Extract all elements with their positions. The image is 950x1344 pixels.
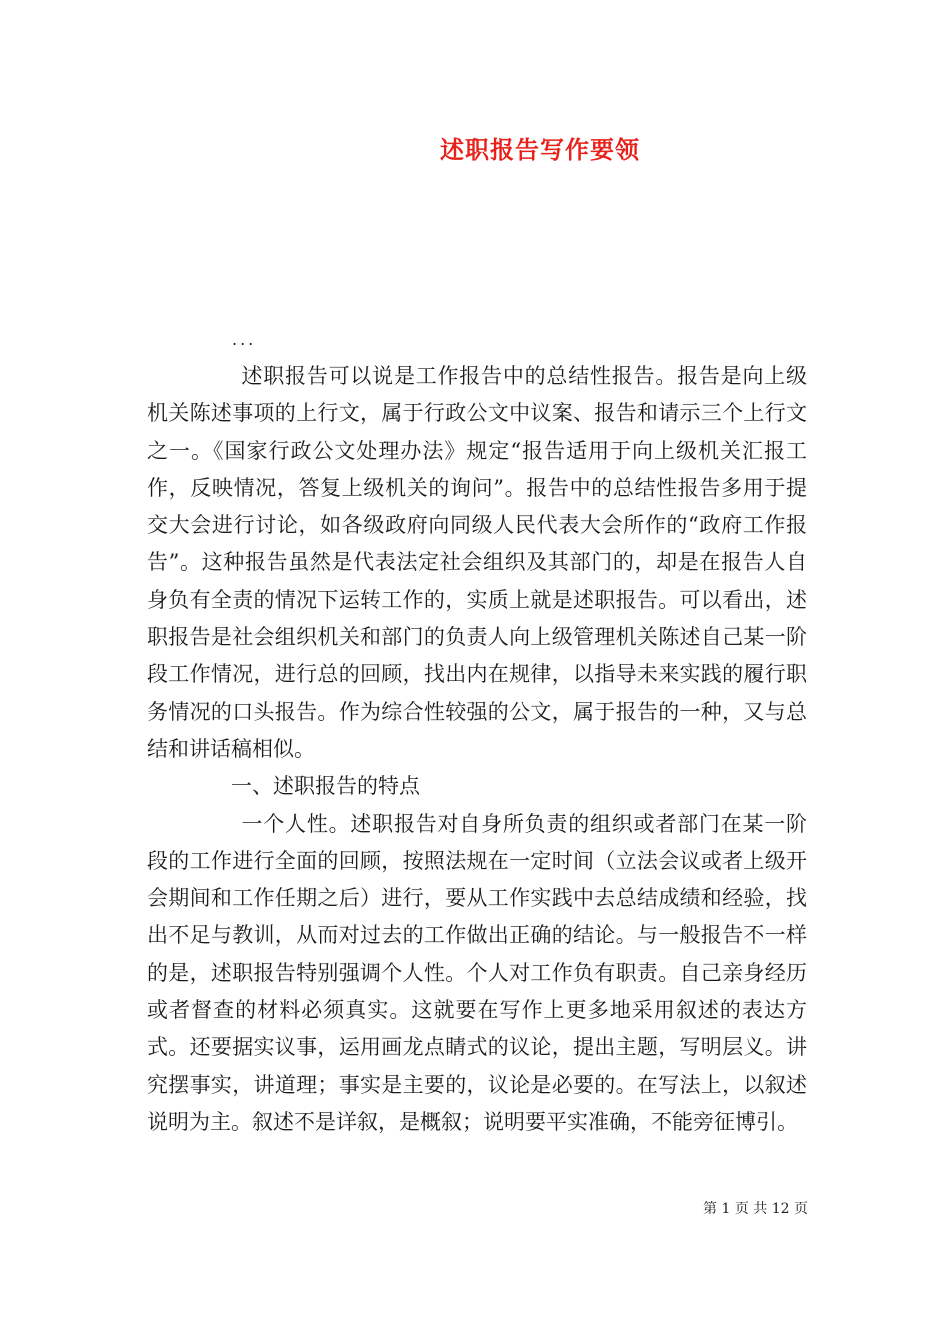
ellipsis-marker: ... bbox=[232, 330, 257, 349]
document-title: 述职报告写作要领 bbox=[440, 135, 640, 164]
document-body bbox=[147, 358, 807, 1141]
page-footer: 第 1 页 共 12 页 bbox=[703, 1201, 808, 1217]
paragraph-intro: 述职报告可以说是工作报告中的总结性报告。报告是向上级机关陈述事项的上行文，属于行政公文中议案、报告和请示三个上行文之一。《国家行政公文处理办法》规定“报告适用于向上级机关汇报工作，反映情况，答复上级机关的询问”。报告中的总结性报告多用于提交大会进行讨论，如各级政府向同级人民代表大会所作的“政府工作报告”。这种报告虽然是代表法定社会组织及其部门的，却是在报告人自身负有全责的情况下运转工作的，实质上就是述职报告。可以看出，述职报告是社会组织机关和部门的负责人向上级管理机关陈述自己某一阶段工作情况，进行总的回顾，找出内在规律，以指导未来实践的履行职务情况的口头报告。作为综合性较强的公文，属于报告的一种，又与总结和讲话稿相似。 bbox=[147, 364, 807, 761]
section-heading: 一、述职报告的特点 bbox=[231, 774, 420, 799]
paragraph-personal: 一个人性。述职报告对自身所负责的组织或者部门在某一阶段的工作进行全面的回顾，按照法规在一定时间（立法会议或者上级开会期间和工作任期之后）进行，要从工作实践中去总结成绩和经验，找出不足与教训，从而对过去的工作做出正确的结论。与一般报告不一样的是，述职报告特别强调个人性。个人对工作负有职责。自己亲身经历或者督查的材料必须真实。这就要在写作上更多地采用叙述的表达方式。还要据实议事，运用画龙点睛式的议论，提出主题，写明层义。讲究摆事实，讲道理；事实是主要的，议论是必要的。在写法上，以叙述说明为主。叙述不是详叙，是概叙；说明要平实准确，不能旁征博引。 bbox=[147, 811, 807, 1134]
